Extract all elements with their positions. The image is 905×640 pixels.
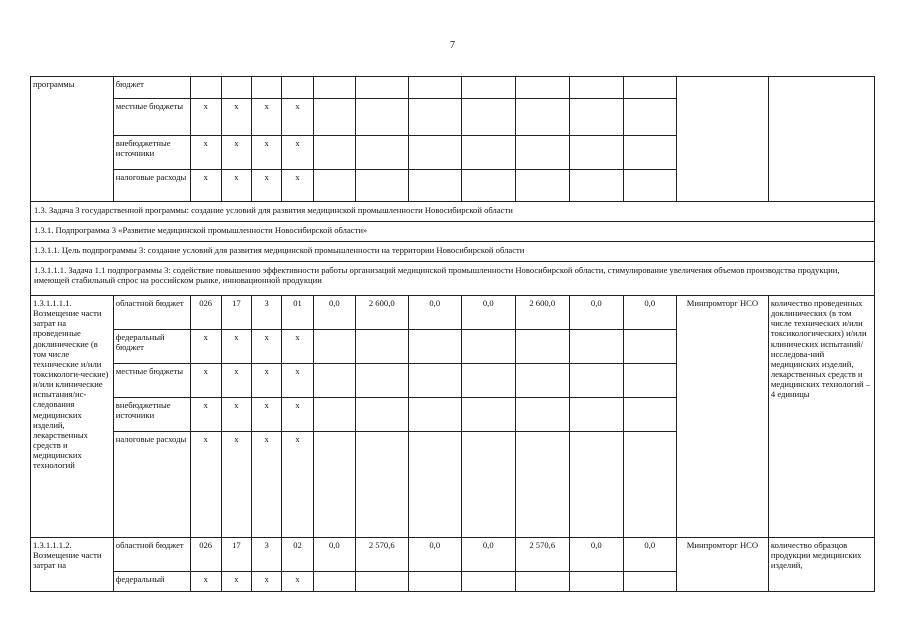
value-cell xyxy=(462,330,516,364)
value-cell xyxy=(623,432,677,538)
code-cell: x xyxy=(190,136,221,170)
code-cell: x xyxy=(190,398,221,432)
value-cell xyxy=(570,77,624,99)
section-subprogram-3: 1.3.1. Подпрограмма 3 «Развитие медицинской промышленности Новосибирской области» xyxy=(31,222,875,242)
executor-cell: Минпромторг НСО xyxy=(677,296,769,538)
code-cell: x xyxy=(221,432,251,538)
code-cell: 02 xyxy=(282,538,313,572)
code-cell xyxy=(252,77,282,99)
section-row xyxy=(31,222,875,242)
funding-source-cell: областной бюджет xyxy=(113,538,190,572)
section-goal: 1.3.1.1. Цель подпрограммы 3: создание условий для развития медицинской промышленности на территории Новосибирской области xyxy=(31,242,875,262)
value-cell xyxy=(515,136,570,170)
value-cell xyxy=(515,432,570,538)
value-cell xyxy=(313,432,355,538)
code-cell: x xyxy=(252,330,282,364)
value-cell xyxy=(462,572,516,592)
measure-name-cell: 1.3.1.1.1.2. Возмещение части затрат на xyxy=(31,538,114,592)
value-cell xyxy=(570,398,624,432)
section-row xyxy=(31,242,875,262)
code-cell: x xyxy=(190,572,221,592)
value-cell xyxy=(570,99,624,136)
value-cell xyxy=(462,170,516,202)
code-cell: x xyxy=(221,398,251,432)
code-cell: x xyxy=(252,398,282,432)
code-cell: 17 xyxy=(221,538,251,572)
code-cell: x xyxy=(282,136,313,170)
value-cell xyxy=(570,432,624,538)
value-cell xyxy=(515,330,570,364)
code-cell: x xyxy=(252,364,282,398)
funding-source-cell: внебюджетные источники xyxy=(113,136,190,170)
value-cell xyxy=(408,99,462,136)
value-cell xyxy=(462,99,516,136)
page-number: 7 xyxy=(450,40,455,51)
code-cell xyxy=(221,77,251,99)
funding-source-cell: внебюджетные источники xyxy=(113,398,190,432)
value-cell xyxy=(408,330,462,364)
value-cell xyxy=(462,364,516,398)
value-cell xyxy=(515,398,570,432)
value-cell xyxy=(515,170,570,202)
code-cell: x xyxy=(190,170,221,202)
section-row xyxy=(31,262,875,296)
value-cell xyxy=(408,364,462,398)
code-cell: x xyxy=(221,572,251,592)
value-cell xyxy=(515,364,570,398)
value-cell xyxy=(462,136,516,170)
code-cell: x xyxy=(252,572,282,592)
value-cell xyxy=(623,398,677,432)
value-cell xyxy=(462,432,516,538)
value-cell xyxy=(570,572,624,592)
value-cell: 0,0 xyxy=(570,538,624,572)
value-cell xyxy=(313,330,355,364)
value-cell: 0,0 xyxy=(623,538,677,572)
funding-source-cell: местные бюджеты xyxy=(113,99,190,136)
value-cell xyxy=(570,330,624,364)
code-cell: x xyxy=(282,398,313,432)
value-cell xyxy=(356,136,408,170)
value-cell xyxy=(408,398,462,432)
measure-name-cell: 1.3.1.1.1.1. Возмещение части затрат на проведенные доклинические (в том числе технические и/или токсикологи-ческие) и/или клинические испытания/ис-следования медицинских изделий, лекарственных средств и медицинских технологий xyxy=(31,296,114,538)
value-cell xyxy=(462,398,516,432)
section-row xyxy=(31,202,875,222)
indicator-cell xyxy=(768,77,874,202)
value-cell: 2 600,0 xyxy=(356,296,408,330)
value-cell xyxy=(623,170,677,202)
value-cell: 2 570,6 xyxy=(356,538,408,572)
section-task-1-1: 1.3.1.1.1. Задача 1.1 подпрограммы 3: содействие повышению эффективности работы организаций медицинской промышленности Новосибирской области, стимулирование увеличения объемов производства продукции, имеющей стабильный спрос на российском рынке, инновационной продукции xyxy=(31,262,875,296)
section-task-3: 1.3. Задача 3 государственной программы: создание условий для развития медицинской промышленности Новосибирской области xyxy=(31,202,875,222)
value-cell xyxy=(570,364,624,398)
value-cell xyxy=(515,99,570,136)
funding-source-cell: бюджет xyxy=(113,77,190,99)
value-cell: 2 600,0 xyxy=(515,296,570,330)
funding-source-cell: налоговые расходы xyxy=(113,170,190,202)
code-cell: x xyxy=(282,99,313,136)
value-cell: 0,0 xyxy=(462,538,516,572)
funding-source-cell: местные бюджеты xyxy=(113,364,190,398)
value-cell xyxy=(356,99,408,136)
value-cell xyxy=(623,572,677,592)
value-cell xyxy=(313,572,355,592)
value-cell xyxy=(623,330,677,364)
code-cell: 026 xyxy=(190,538,221,572)
code-cell: x xyxy=(221,330,251,364)
value-cell: 0,0 xyxy=(462,296,516,330)
value-cell xyxy=(313,99,355,136)
value-cell: 0,0 xyxy=(313,538,355,572)
code-cell: x xyxy=(190,99,221,136)
value-cell xyxy=(623,77,677,99)
table-row xyxy=(31,538,875,572)
funding-source-cell: федеральный бюджет xyxy=(113,330,190,364)
value-cell xyxy=(408,572,462,592)
value-cell xyxy=(356,398,408,432)
value-cell xyxy=(313,77,355,99)
code-cell: x xyxy=(282,170,313,202)
value-cell xyxy=(570,136,624,170)
value-cell xyxy=(356,77,408,99)
code-cell: x xyxy=(282,432,313,538)
code-cell: 3 xyxy=(252,296,282,330)
indicator-cell: количество образцов продукции медицинских изделий, xyxy=(768,538,874,592)
value-cell xyxy=(515,77,570,99)
measure-name-cell: программы xyxy=(31,77,114,202)
value-cell xyxy=(515,572,570,592)
value-cell: 2 570,6 xyxy=(515,538,570,572)
value-cell xyxy=(408,77,462,99)
table-row xyxy=(31,77,875,99)
value-cell xyxy=(356,330,408,364)
value-cell xyxy=(408,136,462,170)
code-cell: x xyxy=(252,170,282,202)
value-cell xyxy=(623,99,677,136)
code-cell: x xyxy=(252,99,282,136)
value-cell: 0,0 xyxy=(313,296,355,330)
value-cell xyxy=(313,398,355,432)
value-cell xyxy=(356,432,408,538)
code-cell: x xyxy=(252,432,282,538)
code-cell: 01 xyxy=(282,296,313,330)
code-cell: x xyxy=(221,170,251,202)
code-cell: x xyxy=(190,432,221,538)
code-cell: 026 xyxy=(190,296,221,330)
code-cell xyxy=(190,77,221,99)
code-cell xyxy=(282,77,313,99)
value-cell xyxy=(356,170,408,202)
executor-cell: Минпромторг НСО xyxy=(677,538,769,592)
code-cell: x xyxy=(282,330,313,364)
code-cell: x xyxy=(282,364,313,398)
value-cell: 0,0 xyxy=(408,296,462,330)
budget-table xyxy=(30,76,875,592)
value-cell: 0,0 xyxy=(408,538,462,572)
code-cell: 17 xyxy=(221,296,251,330)
code-cell: x xyxy=(282,572,313,592)
value-cell xyxy=(408,432,462,538)
funding-source-cell: налоговые расходы xyxy=(113,432,190,538)
funding-source-cell: федеральный xyxy=(113,572,190,592)
code-cell: x xyxy=(190,330,221,364)
value-cell: 0,0 xyxy=(623,296,677,330)
value-cell xyxy=(313,364,355,398)
code-cell: 3 xyxy=(252,538,282,572)
code-cell: x xyxy=(221,99,251,136)
indicator-cell: количество проведенных доклинических (в том числе технических и/или токсикологических) и/или клинических испытаний/исследова-ний медицинских изделий, лекарственных средств и медицинских технологий – 4 единицы xyxy=(768,296,874,538)
value-cell xyxy=(313,170,355,202)
value-cell: 0,0 xyxy=(570,296,624,330)
code-cell: x xyxy=(252,136,282,170)
value-cell xyxy=(408,170,462,202)
code-cell: x xyxy=(221,364,251,398)
funding-source-cell: областной бюджет xyxy=(113,296,190,330)
table-row xyxy=(31,296,875,330)
value-cell xyxy=(313,136,355,170)
code-cell: x xyxy=(221,136,251,170)
value-cell xyxy=(356,572,408,592)
executor-cell xyxy=(677,77,769,202)
value-cell xyxy=(570,170,624,202)
value-cell xyxy=(356,364,408,398)
code-cell: x xyxy=(190,364,221,398)
value-cell xyxy=(623,136,677,170)
value-cell xyxy=(462,77,516,99)
value-cell xyxy=(623,364,677,398)
